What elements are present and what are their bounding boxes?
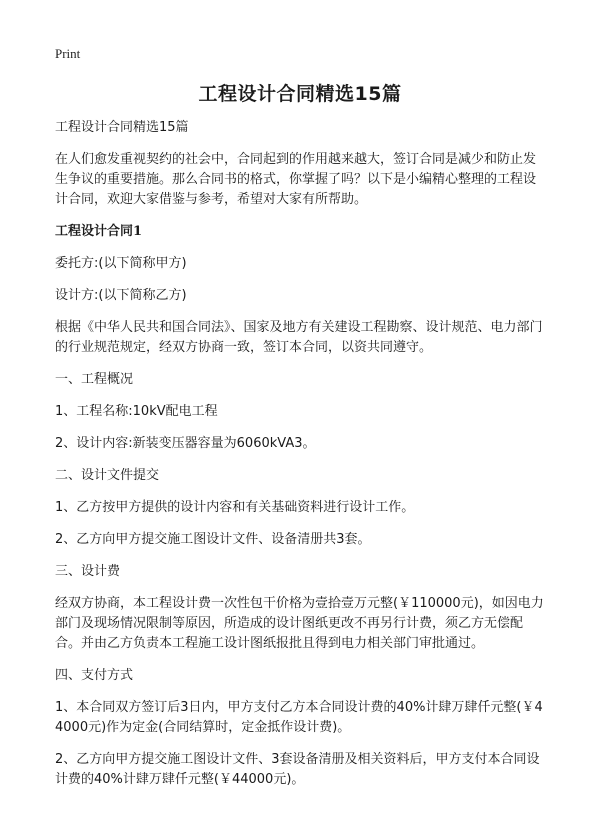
submission-item-1: 1、乙方按甲方提供的设计内容和有关基础资料进行设计工作。: [55, 500, 415, 515]
print-link[interactable]: Print: [55, 46, 81, 61]
design-content-item: 2、设计内容:新装变压器容量为6060kVA3。: [55, 436, 316, 451]
intro-paragraph: 在人们愈发重视契约的社会中，合同起到的作用越来越大，签订合同是减少和防止发生争议的重要措施。那么合同书的格式，你掌握了吗？以下是小编精心整理的工程设计合同，欢迎大家借鉴与参考，希望对大家有所帮助。: [55, 152, 537, 207]
fee-paragraph: 经双方协商，本工程设计费一次性包干价格为壹拾壹万元整(￥110000元)，如因电力部门及现场情况限制等原因，所造成的设计图纸更改不再另行计费，须乙方无偿配合。并由乙方负责本工程施工设计图纸报批且得到电力相关部门审批通过。: [55, 596, 544, 651]
contract-heading: 工程设计合同1: [55, 224, 143, 239]
document-subtitle: 工程设计合同精选15篇: [55, 120, 189, 135]
section-heading-payment: 四、支付方式: [55, 668, 134, 683]
basis-paragraph: 根据《中华人民共和国合同法》、国家及地方有关建设工程勘察、设计规范、电力部门的行业规范规定，经双方协商一致，签订本合同，以资共同遵守。: [55, 320, 543, 355]
section-heading-overview: 一、工程概况: [55, 372, 134, 387]
section-heading-fee: 三、设计费: [55, 564, 121, 579]
section-heading-submission: 二、设计文件提交: [55, 468, 160, 483]
page-title: 工程设计合同精选15篇: [198, 83, 402, 105]
document-body: [55, 118, 547, 802]
designer-party-line: 设计方:(以下简称乙方): [55, 288, 187, 303]
client-party-line: 委托方:(以下简称甲方): [55, 256, 187, 271]
submission-item-2: 2、乙方向甲方提交施工图设计文件、设备清册共3套。: [55, 532, 371, 547]
project-name-item: 1、工程名称:10kV配电工程: [55, 404, 218, 419]
payment-item-1: 1、本合同双方签订后3日内，甲方支付乙方本合同设计费的40%计肆万肆仟元整(￥44000元)作为定金(合同结算时，定金抵作设计费)。: [55, 700, 543, 735]
payment-item-2: 2、乙方向甲方提交施工图设计文件、3套设备清册及相关资料后，甲方支付本合同设计费的40%计肆万肆仟元整(￥44000元)。: [55, 752, 540, 787]
